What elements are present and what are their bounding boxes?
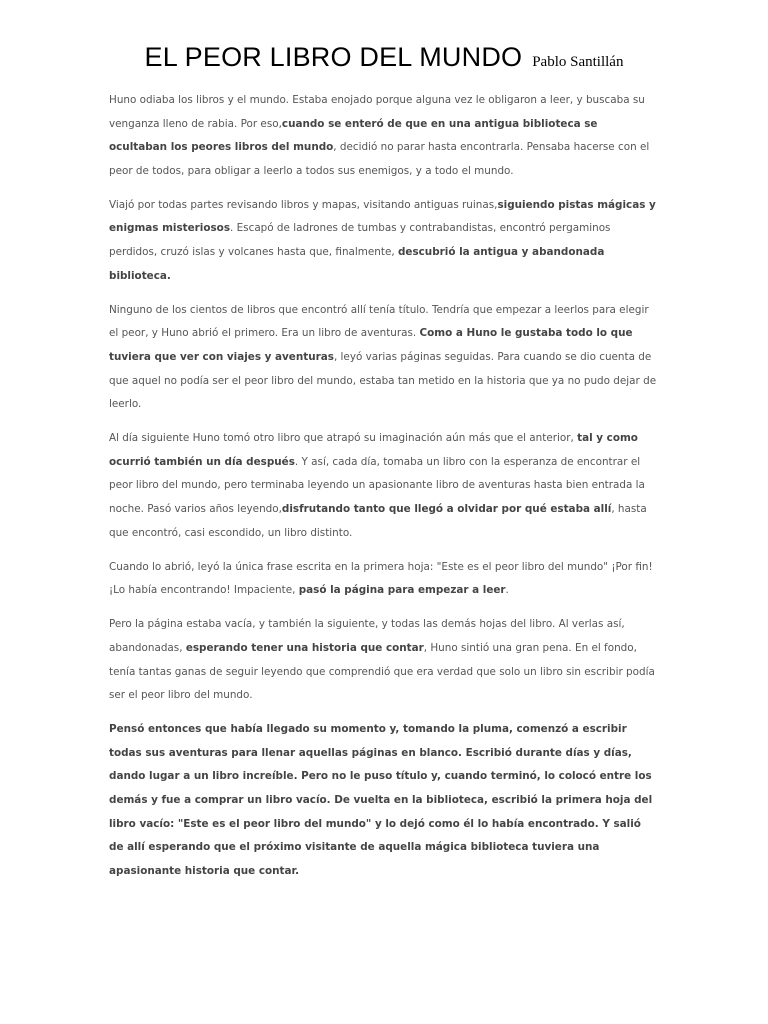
emphasized-text: siguiendo pistas mágicas y enigmas misteriosos xyxy=(109,198,656,235)
text-run: Cuando lo abrió, leyó la única frase escrita en la primera hoja: "Este es el peor libro del mundo" ¡Por fin! ¡Lo había encontrando! Impaciente, xyxy=(109,560,653,597)
document-body xyxy=(109,89,658,894)
text-run: . Escapó de ladrones de tumbas y contrabandistas, encontró pergaminos perdidos, cruzó islas y volcanes hasta que, finalmente, xyxy=(109,222,611,259)
paragraph xyxy=(109,556,658,603)
emphasized-text: Pensó entonces que había llegado su momento y, tomando la pluma, comenzó a escribir todas sus aventuras para llenar aquellas páginas en blanco. Escribió durante días y días, dando lugar a un libro increíble. Pero no le puso título y, cuando terminó, lo colocó entre los demás y fue a comprar un libro vacío. De vuelta en la biblioteca, escribió la primera hoja del libro vacío: "Este es el peor libro del mundo" y lo dejó como él lo había encontrado. Y salió de allí esperando que el próximo visitante de aquella mágica biblioteca tuviera una apasionante historia que contar. xyxy=(109,723,653,877)
text-run: Al día siguiente Huno tomó otro libro que atrapó su imaginación aún más que el anterior, xyxy=(109,432,578,445)
text-run: Viajó por todas partes revisando libros y mapas, visitando antiguas ruinas, xyxy=(109,198,498,211)
paragraph xyxy=(109,613,658,707)
text-run: . xyxy=(505,584,509,597)
text-run: Huno odiaba los libros y el mundo. Estaba enojado porque alguna vez le obligaron a leer, y buscaba su venganza lleno de rabia. Por eso, xyxy=(109,94,645,130)
text-run: , leyó varias páginas seguidas. Para cuando se dio cuenta de que aquel no podía ser el peor libro del mundo, estaba tan metido en la historia que ya no pudo dejar de leerlo. xyxy=(109,350,657,411)
text-run: Ninguno de los cientos de libros que encontró allí tenía título. Tendría que empezar a leerlos para elegir el peor, y Huno abrió el primero. Era un libro de aventuras. xyxy=(109,303,649,340)
document-title: EL PEOR LIBRO DEL MUNDO xyxy=(144,42,523,72)
text-run: . Y así, cada día, tomaba un libro con la esperanza de encontrar el peor libro del mundo, pero terminaba leyendo un apasionante libro de aventuras hasta bien entrada la noche. Pasó varios años leyendo, xyxy=(109,455,645,515)
paragraph xyxy=(109,427,658,545)
text-run: , decidió no parar hasta encontrarla. Pensaba hacerse con el peor de todos, para obligar a leerlo a todos sus enemigos, y a todo el mundo. xyxy=(109,141,650,177)
emphasized-text: disfrutando tanto que llegó a olvidar por qué estaba allí xyxy=(281,503,612,515)
text-run: Pero la página estaba vacía, y también la siguiente, y todas las demás hojas del libro. Al verlas así, abandonadas, xyxy=(109,618,625,654)
emphasized-text: pasó la página para empezar a leer xyxy=(298,584,506,597)
emphasized-text: descubrió la antigua y abandonada biblioteca. xyxy=(109,246,605,282)
emphasized-text: cuando se enteró de que en una antigua biblioteca se ocultaban los peores libros del mundo xyxy=(109,117,598,154)
paragraph xyxy=(109,194,658,288)
paragraph xyxy=(109,299,658,417)
document-author: Pablo Santillán xyxy=(532,54,624,70)
paragraph xyxy=(109,718,658,883)
text-run: , Huno sintió una gran pena. En el fondo, tenía tantas ganas de seguir leyendo que comprendió que era verdad que solo un libro sin escribir podía ser el peor libro del mundo. xyxy=(109,641,655,702)
emphasized-text: tal y como ocurrió también un día después xyxy=(109,432,638,468)
emphasized-text: Como a Huno le gustaba todo lo que tuviera que ver con viajes y aventuras xyxy=(109,327,633,363)
document-heading xyxy=(0,42,768,73)
paragraph xyxy=(109,89,658,183)
emphasized-text: esperando tener una historia que contar xyxy=(185,641,424,654)
text-run: , hasta que encontró, casi escondido, un libro distinto. xyxy=(109,503,647,539)
